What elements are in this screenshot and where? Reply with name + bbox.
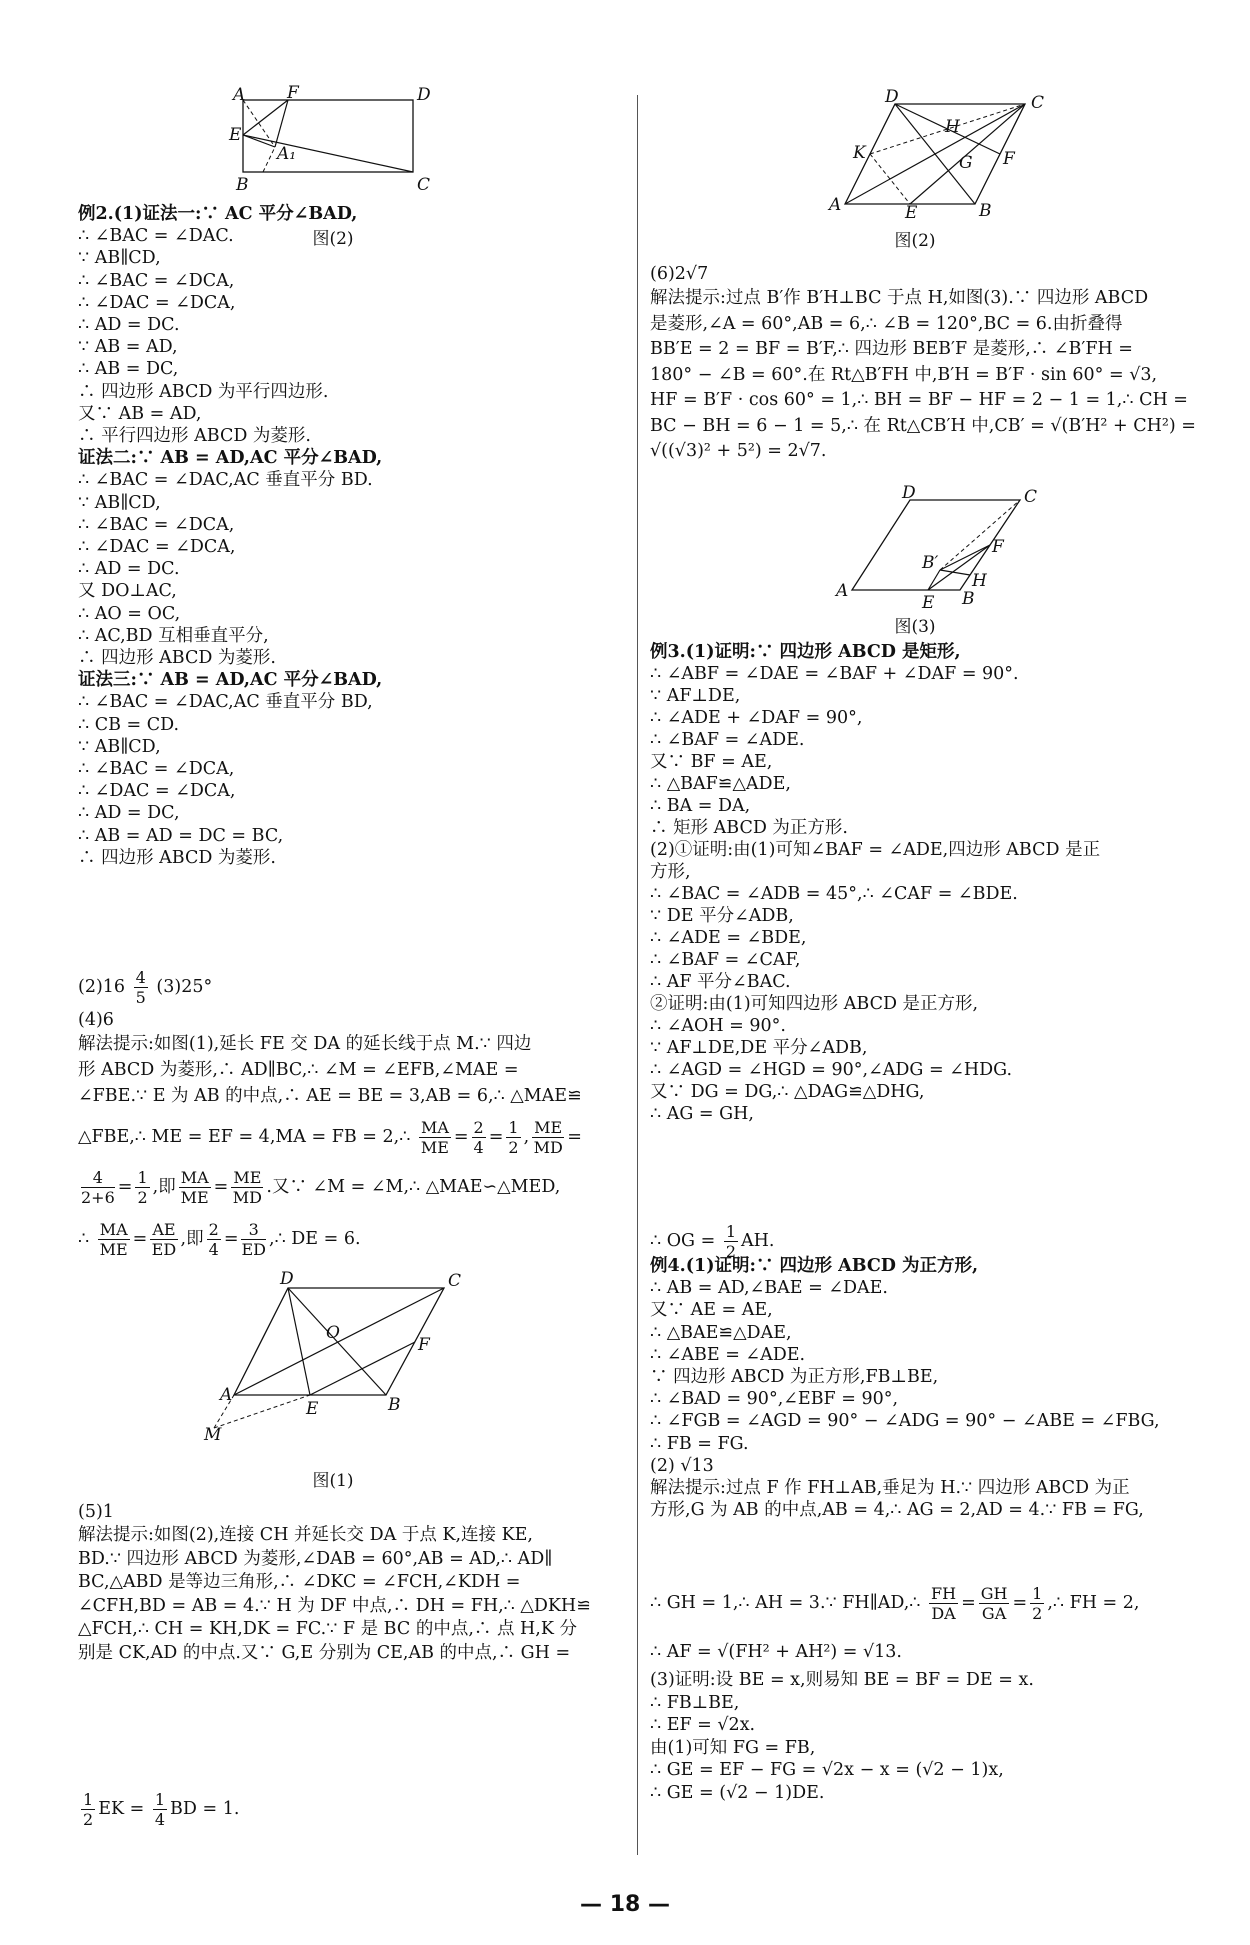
text-line: ∴ ∠FGB = ∠AGD = 90° − ∠ADG = 90° − ∠ABE = ∠FBG, <box>650 1411 1160 1432</box>
svg-text:H: H <box>972 571 987 591</box>
text-line: 又 DO⊥AC, <box>78 581 177 602</box>
answer-2-3: (2)16 $\frac{4}{5}$ (3)25° <box>78 968 213 1007</box>
answer-5: (5)1 <box>78 1502 114 1522</box>
svg-text:A: A <box>220 1385 233 1405</box>
svg-text:E: E <box>306 1399 319 1419</box>
figure-caption: 图(2) <box>894 231 936 251</box>
text-line: 解法提示:如图(2),连接 CH 并延长交 DA 于点 K,连接 KE, <box>78 1525 533 1545</box>
answer-6: (6)2√7 <box>650 264 709 284</box>
figure-caption: 图(2) <box>312 229 354 249</box>
text-line: ∴ AO = OC, <box>78 603 181 624</box>
text-line: 又∵ BF = AE, <box>650 752 773 772</box>
text-line: ∵ AF⊥DE,DE 平分∠ADB, <box>650 1038 868 1058</box>
hint-4-line: 形 ABCD 为菱形,∴ AD∥BC,∴ ∠M = ∠EFB,∠MAE = <box>78 1060 519 1080</box>
hint-4-line: ∠FBE.∵ E 为 AB 的中点,∴ AE = BE = 3,AB = 6,∴ △MAE≌ <box>78 1086 582 1106</box>
text-line: ∴ AB = AD = DC = BC, <box>78 825 284 846</box>
text-line: 例2.(1)证法一:∵ AC 平分∠BAD, <box>78 204 358 224</box>
text-line: ∴ 矩形 ABCD 为正方形. <box>650 818 848 838</box>
svg-text:K: K <box>853 143 866 163</box>
text-line: ∴ AC,BD 互相垂直平分, <box>78 625 269 646</box>
text-line: ∴ ∠AOH = 90°. <box>650 1016 786 1036</box>
svg-text:C: C <box>1024 487 1038 507</box>
text-line: 别是 CK,AD 的中点.又∵ G,E 分别为 CE,AB 的中点,∴ GH = <box>78 1642 571 1663</box>
text-line: 又∵ AE = AE, <box>650 1300 773 1321</box>
text-line: ∴ ∠ADE = ∠BDE, <box>650 928 807 948</box>
hint-5-line: $\frac{1}{2}$ EK = $\frac{1}{4}$ BD = 1. <box>83 1790 240 1829</box>
page-number: — 18 — <box>580 1892 670 1917</box>
hint-4-line: ∴ $\frac{MA}{ME}$ = $\frac{AE}{ED}$ ,即 $\frac{2}{4}$ = $\frac{3}{ED}$ ,∴ DE = 6. <box>78 1220 361 1259</box>
svg-text:G: G <box>959 153 973 173</box>
text-line: 例4.(1)证明:∵ 四边形 ABCD 为正方形, <box>650 1256 979 1276</box>
text-line: ∴ GE = EF − FG = √2x − x = (√2 − 1)x, <box>650 1760 1004 1780</box>
text-line: ∠CFH,BD = AB = 4.∵ H 为 DF 中点,∴ DH = FH,∴ △DKH≌ <box>78 1595 591 1616</box>
svg-text:H: H <box>945 117 960 137</box>
text-line: √((√3)² + 5²) = 2√7. <box>650 441 827 461</box>
figure-caption: 图(1) <box>312 1471 354 1491</box>
hint-4-line: $\frac{4}{2+6}$ = $\frac{1}{2}$ ,即 $\frac{MA}{ME}$ = $\frac{ME}{MD}$ .又∵ ∠M = ∠M,∴ △MAE∽△MED, <box>81 1168 561 1207</box>
column-divider <box>637 95 638 1855</box>
text-line: ∴ EF = √2x. <box>650 1715 756 1735</box>
text-line: ∵ AF⊥DE, <box>650 686 741 706</box>
text-line: 例3.(1)证明:∵ 四边形 ABCD 是矩形, <box>650 642 961 662</box>
text-line: ∴ 四边形 ABCD 为菱形. <box>78 847 276 868</box>
text-line: ∴ ∠DAC = ∠DCA, <box>78 537 236 557</box>
text-line: BB′E = 2 = BF = B′F,∴ 四边形 BEB′F 是菱形,∴ ∠B′FH = <box>650 339 1133 359</box>
svg-text:A: A <box>233 85 246 105</box>
text-line: 方形,G 为 AB 的中点,AB = 4,∴ AG = 2,AD = 4.∵ FB = FG, <box>650 1500 1144 1521</box>
svg-text:E: E <box>922 593 935 613</box>
text-line: ∴ ∠DAC = ∠DCA, <box>78 292 236 313</box>
text-line: ∵ AB = AD, <box>78 337 178 358</box>
text-line: ∴ AF 平分∠BAC. <box>650 972 791 992</box>
text-line: ∴ AD = DC, <box>78 803 180 824</box>
text-line: 由(1)可知 FG = FB, <box>650 1737 816 1758</box>
text-line: ∴ CB = CD. <box>78 714 180 735</box>
text-line: ∴ ∠ADE + ∠DAF = 90°, <box>650 708 863 728</box>
text-line: BC − BH = 6 − 1 = 5,∴ 在 Rt△CB′H 中,CB′ = √(B′H² + CH²) = <box>650 415 1196 436</box>
rhombus-fold-figure-3 <box>830 483 1038 613</box>
text-line: ∴ ∠DAC = ∠DCA, <box>78 781 236 802</box>
svg-text:A: A <box>836 581 849 601</box>
text-line: ∴ ∠BAF = ∠CAF, <box>650 950 801 970</box>
text-line: (2) √13 <box>650 1455 714 1476</box>
text-line: 解法提示:过点 B′作 B′H⊥BC 于点 H,如图(3).∵ 四边形 ABCD <box>650 288 1149 308</box>
text-line: ∵ 四边形 ABCD 为正方形,FB⊥BE, <box>650 1367 939 1387</box>
text-line: ∵ AB∥CD, <box>78 736 161 757</box>
svg-text:B: B <box>979 201 992 221</box>
text-line: ∴ ∠ABF = ∠DAE = ∠BAF + ∠DAF = 90°. <box>650 664 1019 684</box>
text-line: ∴ AG = GH, <box>650 1104 754 1124</box>
svg-text:D: D <box>902 483 916 503</box>
text-line: ∵ AB∥CD, <box>78 248 161 269</box>
svg-text:O: O <box>326 1323 340 1343</box>
text-line: ∴ ∠AGD = ∠HGD = 90°,∠ADG = ∠HDG. <box>650 1060 1013 1080</box>
text-line: ∴ △BAE≌△DAE, <box>650 1322 792 1343</box>
example-3-line: ∴ OG = $\frac{1}{2}$ AH. <box>650 1222 775 1261</box>
text-line: ②证明:由(1)可知四边形 ABCD 是正方形, <box>650 994 979 1014</box>
text-line: (2)①证明:由(1)可知∠BAF = ∠ADE,四边形 ABCD 是正 <box>650 840 1101 860</box>
text-line: ∵ AB∥CD, <box>78 492 161 513</box>
text-line: 是菱形,∠A = 60°,AB = 6,∴ ∠B = 120°,BC = 6.由折叠得 <box>650 313 1123 334</box>
text-line: ∴ GE = (√2 − 1)DE. <box>650 1782 825 1803</box>
svg-text:M: M <box>204 1425 222 1445</box>
text-line: BD.∵ 四边形 ABCD 为菱形,∠DAB = 60°,AB = AD,∴ AD∥ <box>78 1548 553 1569</box>
text-line: 解法提示:过点 F 作 FH⊥AB,垂足为 H.∵ 四边形 ABCD 为正 <box>650 1478 1130 1498</box>
text-line: 证法二:∵ AB = AD,AC 平分∠BAD, <box>78 448 383 469</box>
text-line: ∴ ∠BAC = ∠ADB = 45°,∴ ∠CAF = ∠BDE. <box>650 884 1018 904</box>
text-line: △FCH,∴ CH = KH,DK = FC.∵ F 是 BC 的中点,∴ 点 H,K 分 <box>78 1619 577 1639</box>
svg-text:F: F <box>418 1335 430 1355</box>
text-line: ∴ ∠BAD = 90°,∠EBF = 90°, <box>650 1389 899 1410</box>
svg-text:F: F <box>1003 149 1015 169</box>
text-line: ∴ ∠BAF = ∠ADE. <box>650 730 805 750</box>
svg-text:A: A <box>829 195 842 215</box>
text-line: HF = B′F · cos 60° = 1,∴ BH = BF − HF = 2 − 1 = 1,∴ CH = <box>650 390 1188 410</box>
text-line: BC,△ABD 是等边三角形,∴ ∠DKC = ∠FCH,∠KDH = <box>78 1572 521 1592</box>
svg-text:C: C <box>417 175 431 195</box>
text-line: 又∵ AB = AD, <box>78 403 202 424</box>
svg-text:C: C <box>1031 93 1045 113</box>
text-line: 又∵ DG = DG,∴ △DAG≌△DHG, <box>650 1082 925 1102</box>
text-line: ∴ ∠BAC = ∠DAC,AC 垂直平分 BD, <box>78 692 373 713</box>
svg-text:D: D <box>885 87 899 107</box>
text-line: 方形, <box>650 862 691 882</box>
svg-text:D: D <box>417 85 431 105</box>
example-4-line: ∴ AF = √(FH² + AH²) = √13. <box>650 1642 902 1662</box>
svg-text:F: F <box>992 537 1004 557</box>
svg-text:B: B <box>236 175 249 195</box>
answer-4: (4)6 <box>78 1010 114 1030</box>
svg-text:A₁: A₁ <box>277 144 297 164</box>
text-line: ∴ 平行四边形 ABCD 为菱形. <box>78 426 311 446</box>
text-line: ∴ AB = DC, <box>78 359 179 380</box>
svg-text:E: E <box>905 203 918 223</box>
hint-4-line: 解法提示:如图(1),延长 FE 交 DA 的延长线于点 M.∵ 四边 <box>78 1034 532 1054</box>
text-line: ∴ AB = AD,∠BAE = ∠DAE. <box>650 1278 888 1299</box>
figure-caption: 图(3) <box>894 617 936 637</box>
svg-text:B: B <box>388 1395 401 1415</box>
text-line: ∴ ∠BAC = ∠DAC,AC 垂直平分 BD. <box>78 470 373 491</box>
svg-text:B: B <box>962 589 975 609</box>
text-line: ∴ 四边形 ABCD 为菱形. <box>78 648 276 668</box>
rhombus-figure-1 <box>198 1269 462 1445</box>
text-line: ∴ AD = DC. <box>78 315 180 335</box>
svg-text:C: C <box>448 1271 462 1291</box>
text-line: ∴ BA = DA, <box>650 796 751 816</box>
text-line: ∵ DE 平分∠ADB, <box>650 906 794 926</box>
text-line: ∴ FB⊥BE, <box>650 1692 740 1713</box>
text-line: ∴ ∠BAC = ∠DCA, <box>78 759 235 779</box>
svg-text:E: E <box>229 125 242 145</box>
hint-4-line: △FBE,∴ ME = EF = 4,MA = FB = 2,∴ $\frac{MA}{ME}$ = $\frac{2}{4}$ = $\frac{1}{2}$ , $\frac{ME}{MD}$ = <box>78 1118 582 1157</box>
text-line: ∴ ∠BAC = ∠DAC. <box>78 226 234 247</box>
example-4-line: ∴ GH = 1,∴ AH = 3.∵ FH∥AD,∴ $\frac{FH}{DA}$ = $\frac{GH}{GA}$ = $\frac{1}{2}$ ,∴ FH = 2, <box>650 1584 1140 1623</box>
text-line: (3)证明:设 BE = x,则易知 BE = BF = DE = x. <box>650 1670 1034 1690</box>
text-line: ∴ ∠BAC = ∠DCA, <box>78 270 235 291</box>
text-line: ∴ △BAF≌△ADE, <box>650 774 791 794</box>
text-line: 证法三:∵ AB = AD,AC 平分∠BAD, <box>78 670 383 691</box>
rhombus-figure-2 <box>825 87 1045 223</box>
rectangle-fold-figure <box>229 83 433 202</box>
text-line: ∴ ∠ABE = ∠ADE. <box>650 1344 806 1365</box>
svg-text:B′: B′ <box>922 553 939 573</box>
text-line: ∴ AD = DC. <box>78 559 180 580</box>
text-line: ∴ FB = FG. <box>650 1433 749 1454</box>
svg-text:F: F <box>287 83 299 103</box>
text-line: ∴ ∠BAC = ∠DCA, <box>78 514 235 535</box>
text-line: ∴ 四边形 ABCD 为平行四边形. <box>78 381 329 402</box>
text-line: 180° − ∠B = 60°.在 Rt△B′FH 中,B′H = B′F · sin 60° = √3, <box>650 364 1158 385</box>
svg-text:D: D <box>280 1269 294 1289</box>
